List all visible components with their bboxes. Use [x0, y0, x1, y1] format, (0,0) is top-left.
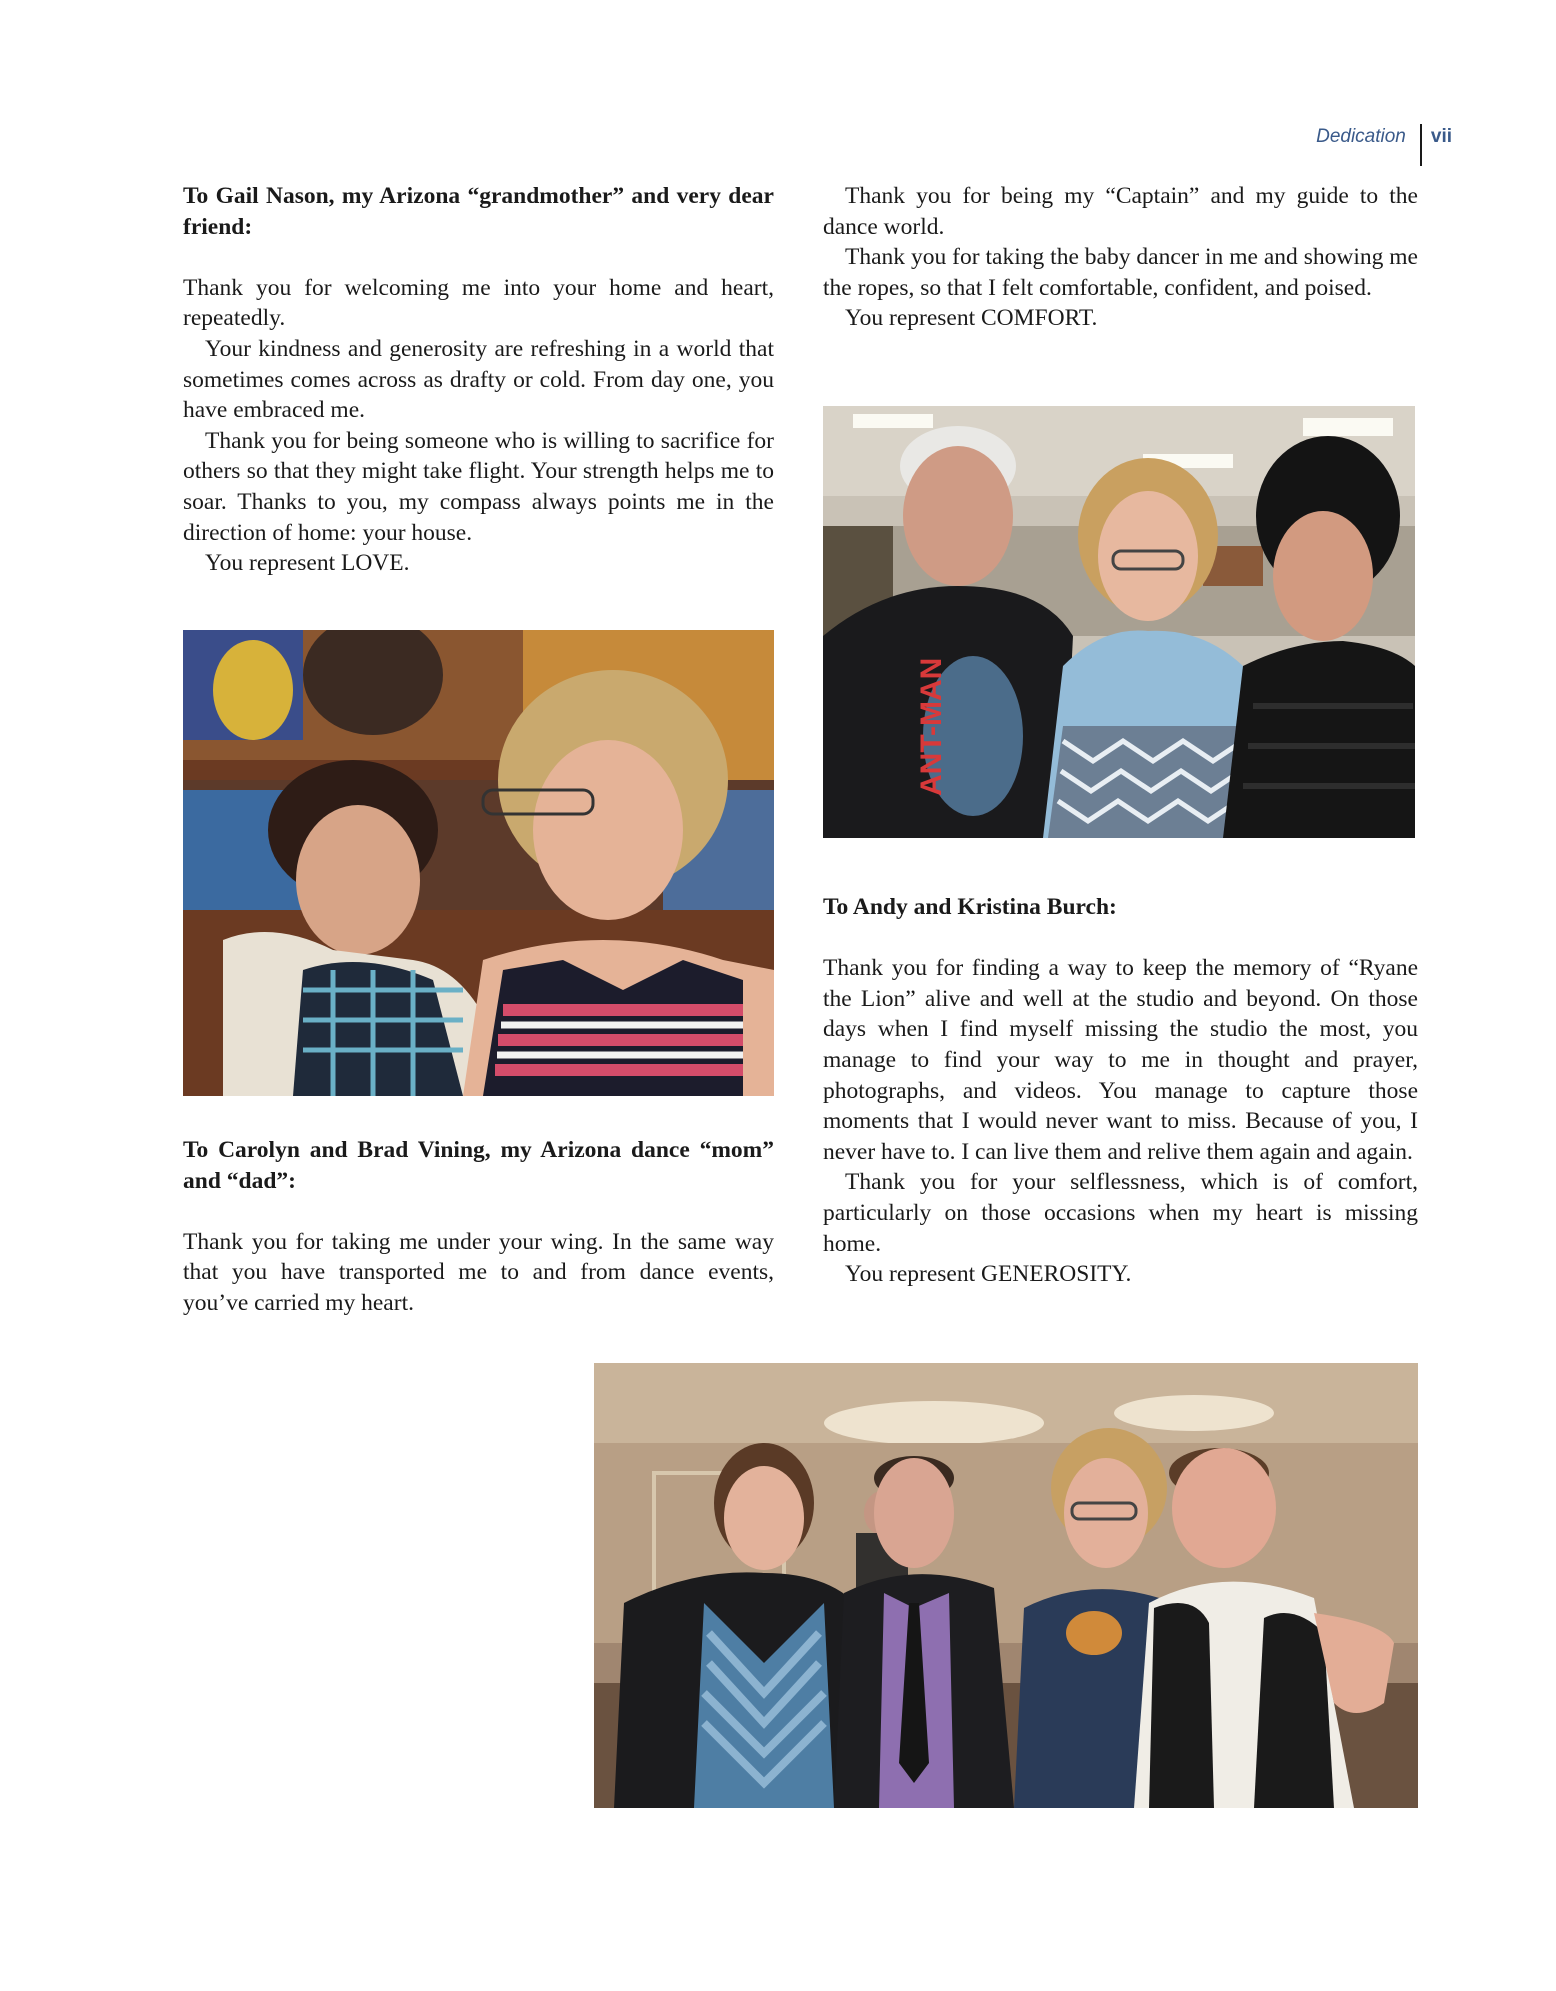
photo-gail-and-author-image: [183, 630, 774, 1096]
photo-burch-group-image: [594, 1363, 1418, 1808]
photo-gail-and-author: [183, 630, 774, 1096]
vining-section: [183, 1135, 774, 1319]
photo-vinings-and-author-image: [823, 406, 1415, 838]
vining-continued-section: [823, 181, 1418, 334]
burch-heading: To Andy and Kristina Burch:: [823, 894, 1117, 920]
gail-paragraph-4: You represent LOVE.: [205, 550, 410, 577]
vining-paragraph-2: Thank you for being my “Captain” and my guide to the dance world.: [823, 183, 1418, 240]
vining-paragraph-1: Thank you for taking me under your wing. In the same way that you have transported me to and from dance events, you’ve carried my heart.: [183, 1228, 774, 1316]
ant-man-shirt-text: ANT-MAN: [915, 657, 948, 796]
vining-paragraph-4: You represent COMFORT.: [845, 305, 1098, 332]
burch-paragraph-3: You represent GENEROSITY.: [845, 1261, 1132, 1288]
page-number: vii: [1430, 126, 1452, 147]
photo-burch-group: [594, 1363, 1418, 1808]
burch-paragraph-2: Thank you for your selflessness, which is of comfort, particularly on those occasions when my heart is missing home.: [823, 1169, 1418, 1257]
burch-section: [823, 892, 1418, 1290]
section-title: Dedication: [1316, 126, 1406, 147]
gail-paragraph-2: Your kindness and generosity are refreshing in a world that sometimes comes across as drafty or cold. From day one, you have embraced me.: [183, 335, 774, 424]
gail-heading: To Gail Nason, my Arizona “grandmother” and very dear friend:: [183, 183, 774, 240]
gail-section: [183, 181, 774, 579]
vining-heading: To Carolyn and Brad Vining, my Arizona dance “mom” and “dad”:: [183, 1137, 774, 1194]
gail-paragraph-3: Thank you for being someone who is willing to sacrifice for others so that they might take flight. Your strength helps me to soar. Thanks to you, my compass always points me in the direction of home: your house.: [183, 427, 774, 546]
gail-paragraph-1: Thank you for welcoming me into your home and heart, repeatedly.: [183, 274, 774, 332]
burch-paragraph-1: Thank you for finding a way to keep the memory of “Ryane the Lion” alive and well at the studio and beyond. On those days when I find myself missing the studio the most, you manage to find your way to me in thought and prayer, photographs, and videos. You manage to capture those moments that I would never want to miss. Because of you, I never have to. I can live them and relive them again and again.: [823, 955, 1418, 1165]
photo-vinings-and-author: [823, 406, 1415, 838]
running-header: [1316, 124, 1452, 164]
vining-paragraph-3: Thank you for taking the baby dancer in me and showing me the ropes, so that I felt comfortable, confident, and poised.: [823, 244, 1418, 301]
